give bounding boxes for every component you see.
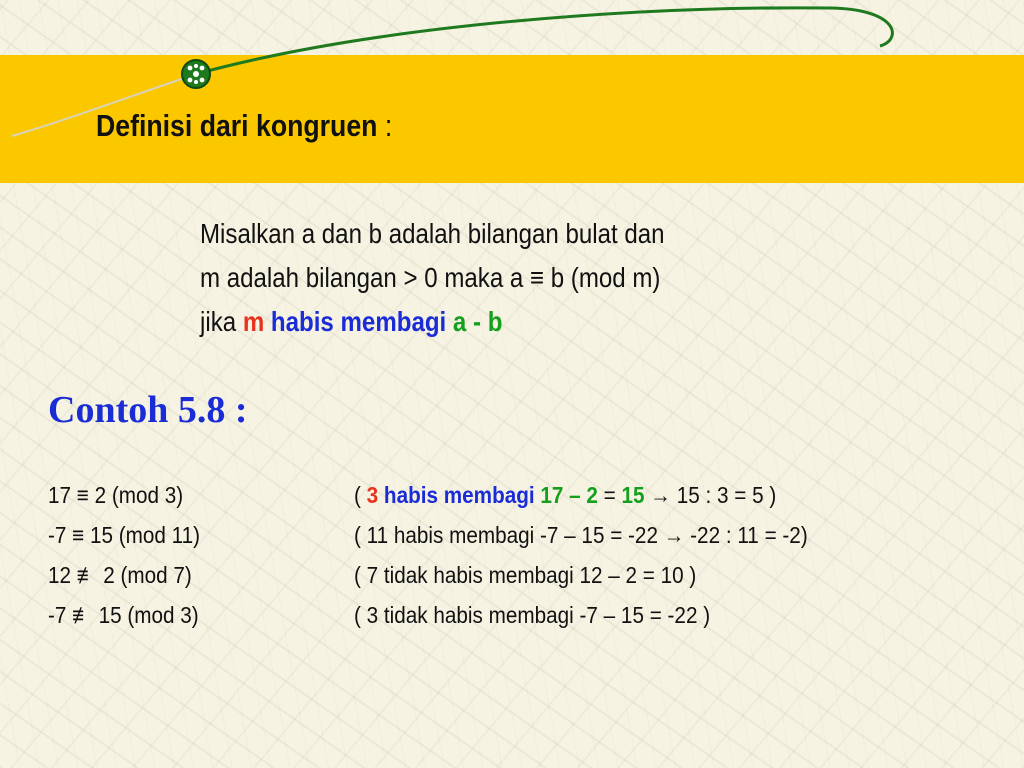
example-congruence: 17 ≡ 2 (mod 3) bbox=[48, 482, 184, 508]
definition-line-1: Misalkan a dan b adalah bilangan bulat dan bbox=[200, 218, 665, 249]
example-congruence: -7 ≢ 15 (mod 3) bbox=[48, 602, 199, 628]
swoosh-decoration bbox=[0, 0, 1024, 200]
example-explanation: ( 11 habis membagi -7 – 15 = -22 → -22 : 11 = -2) bbox=[354, 522, 808, 548]
definition-a-minus-b: a - b bbox=[452, 306, 503, 337]
example-congruence: -7 ≡ 15 (mod 11) bbox=[48, 522, 201, 548]
example-heading: Contoh 5.8 : bbox=[48, 389, 248, 431]
definition-m: m bbox=[242, 306, 265, 337]
explanation-tail: → 15 : 3 = 5 ) bbox=[644, 482, 777, 508]
explanation-result: 15 bbox=[621, 482, 645, 508]
definition-prefix: jika bbox=[200, 306, 243, 337]
slide-title bbox=[96, 108, 392, 144]
example-explanation bbox=[354, 476, 776, 514]
definition-line-3 bbox=[200, 300, 665, 344]
title-text: Definisi dari kongruen bbox=[96, 108, 378, 143]
explanation-equals: = bbox=[597, 482, 622, 508]
explanation-open: ( bbox=[354, 482, 367, 508]
explanation-expression: 17 – 2 bbox=[540, 482, 598, 508]
example-explanation: ( 7 tidak habis membagi 12 – 2 = 10 ) bbox=[354, 562, 697, 588]
example-congruence: 12 ≢ 2 (mod 7) bbox=[48, 562, 192, 588]
bullet-ornament-icon bbox=[182, 60, 210, 88]
title-colon: : bbox=[377, 108, 393, 143]
example-explanation: ( 3 tidak habis membagi -7 – 15 = -22 ) bbox=[354, 602, 711, 628]
explanation-verb: habis membagi bbox=[383, 482, 535, 508]
definition-line-2: m adalah bilangan > 0 maka a ≡ b (mod m) bbox=[200, 262, 661, 293]
definition-habis: habis membagi bbox=[270, 306, 447, 337]
explanation-divisor: 3 bbox=[366, 482, 379, 508]
definition-text bbox=[200, 212, 665, 344]
swoosh-curve bbox=[196, 8, 892, 74]
